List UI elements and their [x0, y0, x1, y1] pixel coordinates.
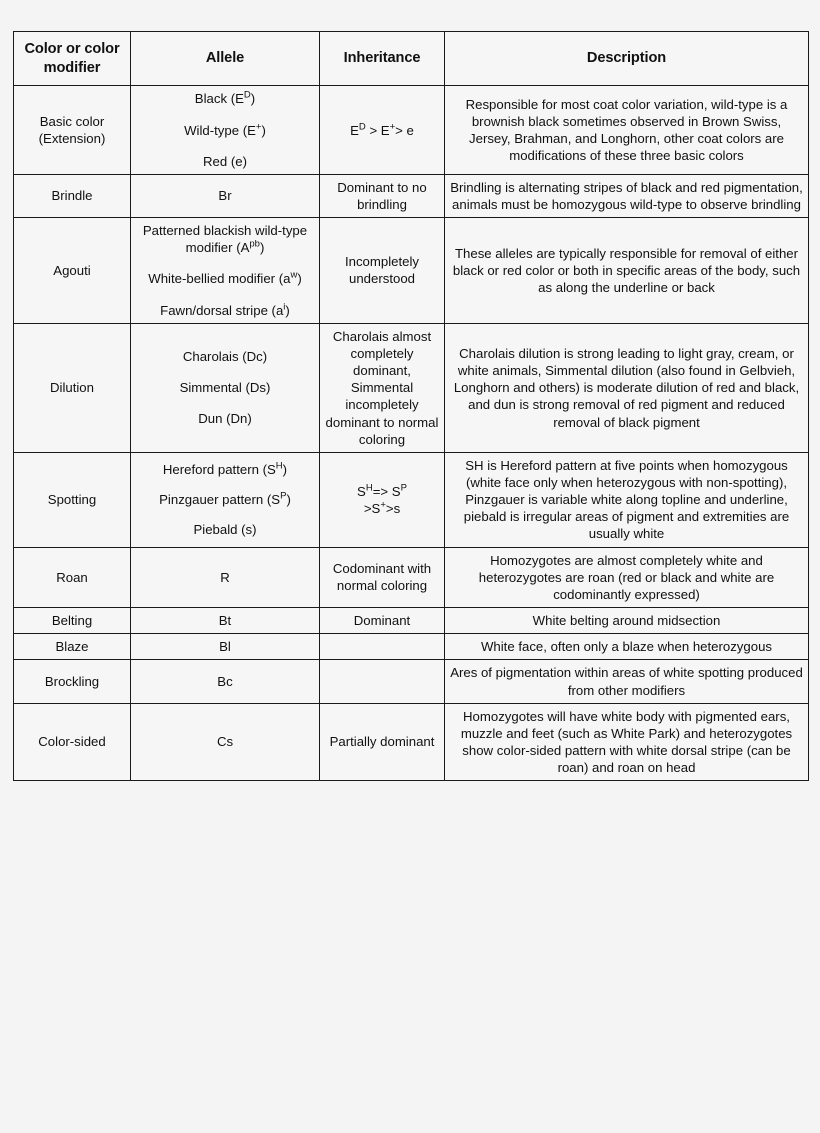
table-row [14, 86, 809, 174]
cell-category: Color-sided [14, 703, 131, 781]
table-row [14, 323, 809, 452]
allele-line: Red (e) [203, 153, 247, 169]
allele-line: Dun (Dn) [198, 411, 252, 427]
cell-inheritance: Partially dominant [320, 703, 445, 781]
cell-category: Spotting [14, 452, 131, 547]
table-row [14, 634, 809, 660]
allele-line: Black $(E^D)$ [194, 89, 256, 107]
table-row [14, 218, 809, 324]
cell-allele: Bt [131, 608, 320, 634]
cell-allele: Bl [131, 634, 320, 660]
cell-description: White belting around midsection [445, 608, 809, 634]
table-header [14, 32, 809, 86]
cell-inheritance [320, 634, 445, 660]
allele-line: Patterned blackish wild-type modifier $(A^{pb})$ [142, 223, 308, 256]
superscript: D [358, 121, 366, 133]
superscript: H [275, 460, 283, 472]
cell-inheritance: Charolais almost completely dominant, Simmental incompletely dominant to normal coloring [320, 323, 445, 452]
cell-description: Homozygotes are almost completely white and heterozygotes are roan (red or black and white are codominantly expressed) [445, 547, 809, 607]
cell-inheritance: Dominant to no brindling [320, 174, 445, 217]
cell-category: Brindle [14, 174, 131, 217]
superscript: + [380, 499, 386, 511]
cell-category: Blaze [14, 634, 131, 660]
superscript: + [389, 121, 396, 133]
superscript: H [365, 482, 373, 494]
cattle-coat-color-genetics-table [13, 31, 809, 781]
cell-allele: R [131, 547, 320, 607]
cell-allele [131, 218, 320, 324]
superscript: D [243, 89, 251, 101]
superscript: w [290, 270, 298, 282]
table-body [14, 86, 809, 781]
superscript: + [255, 121, 262, 133]
superscript: P [280, 490, 287, 502]
cell-allele: Br [131, 174, 320, 217]
allele-line: Hereford pattern $(S^H)$ [162, 460, 288, 477]
superscript: P [400, 482, 407, 494]
superscript: pb [249, 238, 260, 250]
cell-description: White face, often only a blaze when heterozygous [445, 634, 809, 660]
cell-description: Homozygotes will have white body with pigmented ears, muzzle and feet (such as White Park) and heterozygotes show color-sided pattern with white dorsal stripe (can be roan) and roan on head [445, 703, 809, 781]
table-row [14, 547, 809, 607]
cell-description: SH is Hereford pattern at five points when homozygous (white face only when heterozygous with non-spotting), Pinzgauer is variable white along topline and underline, piebald is irregular areas of pigment and extremities are usually white [445, 452, 809, 547]
allele-line: White-bellied modifier $(a^w)$ [148, 270, 302, 287]
allele-line: Fawn/dorsal stripe $(a^i)$ [160, 301, 290, 318]
table-header-row [14, 32, 809, 86]
cell-description: Responsible for most coat color variation, wild-type is a brownish black sometimes observed in Brown Swiss, Jersey, Brahman, and Longhorn, other coat colors are modifications of these three basic colors [445, 86, 809, 174]
column-header-inheritance: Inheritance [320, 32, 445, 86]
table-row [14, 660, 809, 703]
cell-inheritance: Incompletely understood [320, 218, 445, 324]
allele-line: Wild-type (E+) [184, 121, 266, 138]
cell-inheritance: Codominant with normal coloring [320, 547, 445, 607]
allele-line: Charolais (Dc) [182, 349, 268, 365]
cell-category: Basic color (Extension) [14, 86, 131, 174]
cell-category: Roan [14, 547, 131, 607]
table-row [14, 703, 809, 781]
allele-line: Piebald (s) [193, 522, 257, 538]
cell-allele [131, 452, 320, 547]
cell-allele: Bc [131, 660, 320, 703]
cell-category: Belting [14, 608, 131, 634]
cell-category: Agouti [14, 218, 131, 324]
cell-allele: Cs [131, 703, 320, 781]
cell-description: Charolais dilution is strong leading to light gray, cream, or white animals, Simmental dilution (also found in Gelbvieh, Longhorn and others) is moderate dilution of red and black, and dun is strong removal of red pigment and reduced removal of black pigment [445, 323, 809, 452]
table-row [14, 452, 809, 547]
column-header-color-modifier: Color or color modifier [14, 32, 131, 86]
table-row [14, 608, 809, 634]
cell-category: Dilution [14, 323, 131, 452]
cell-description: These alleles are typically responsible for removal of either black or red color or both in specific areas of the body, such as along the underline or back [445, 218, 809, 324]
cell-inheritance: $S^H=> S^P$ >S+>s [320, 452, 445, 547]
cell-inheritance: Dominant [320, 608, 445, 634]
cell-category: Brockling [14, 660, 131, 703]
column-header-description: Description [445, 32, 809, 86]
superscript: i [283, 301, 286, 313]
cell-allele [131, 86, 320, 174]
table-row [14, 174, 809, 217]
allele-line: Pinzgauer pattern $(S^P)$ [159, 490, 291, 508]
cell-inheritance [320, 660, 445, 703]
column-header-allele: Allele [131, 32, 320, 86]
allele-line: Simmental (Ds) [179, 380, 271, 396]
genetics-table-container [13, 31, 808, 781]
cell-inheritance: $E^D > E^+> e$ [320, 86, 445, 174]
cell-allele [131, 323, 320, 452]
cell-description: Ares of pigmentation within areas of white spotting produced from other modifiers [445, 660, 809, 703]
cell-description: Brindling is alternating stripes of black and red pigmentation, animals must be homozygous wild-type to observe brindling [445, 174, 809, 217]
